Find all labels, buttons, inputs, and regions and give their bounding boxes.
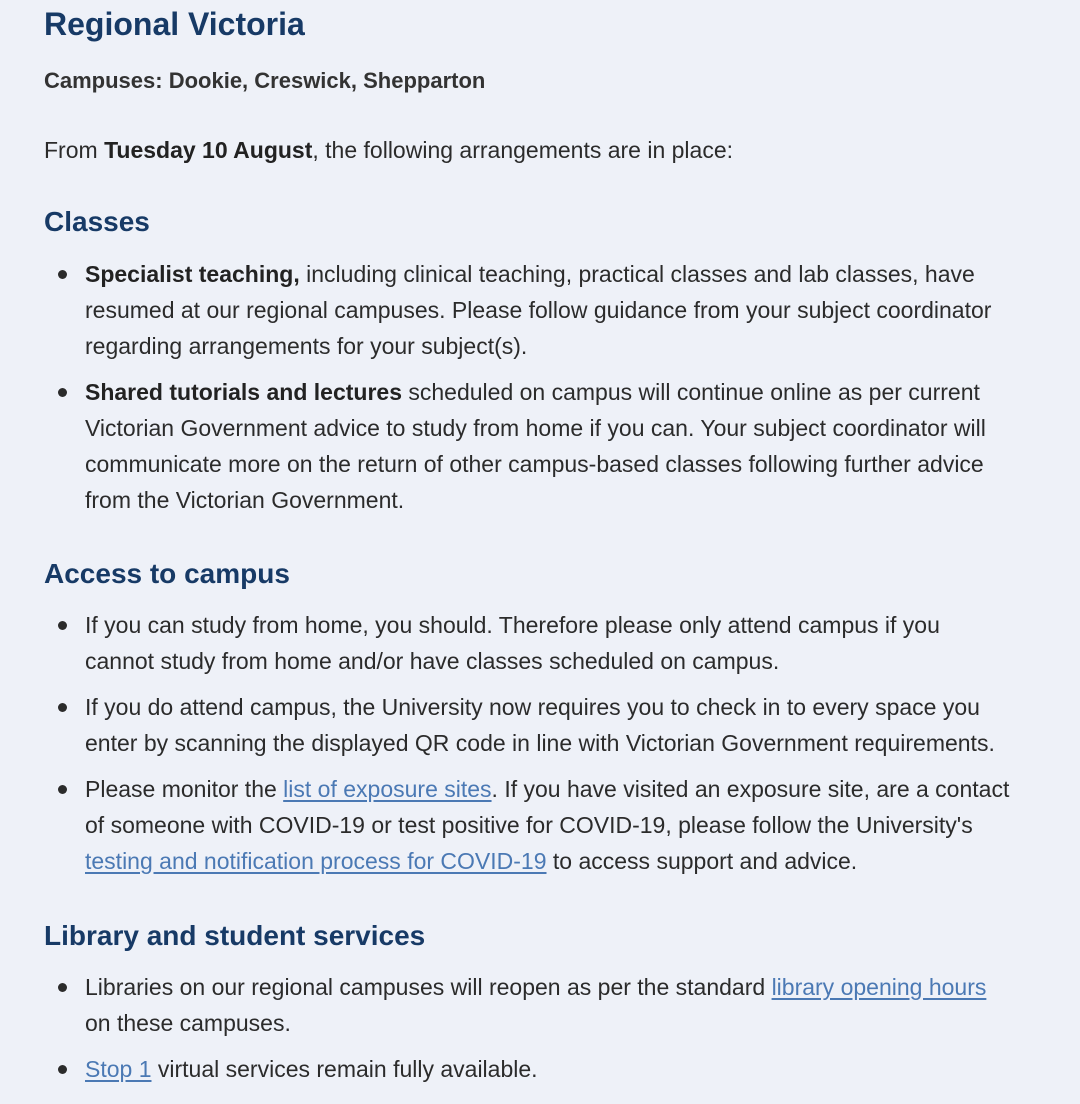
list-item-text: virtual services remain fully available. xyxy=(151,1056,538,1082)
intro-prefix: From xyxy=(44,137,105,163)
list-item-bold: Specialist teaching, xyxy=(85,261,300,287)
list-item xyxy=(44,256,1014,364)
section-heading-library: Library and student services xyxy=(44,920,426,951)
section-heading-access: Access to campus xyxy=(44,558,290,589)
list-item-text: Libraries on our regional campuses will reopen as per the standard xyxy=(85,974,772,1000)
list-item-text: Please monitor the xyxy=(85,776,284,802)
testing-notification-link[interactable]: testing and notification process for COVID-19 xyxy=(85,848,547,874)
list-item-text: including clinical teaching, practical classes and lab classes, have resumed at our regional campuses. Please follow guidance from your subject coordinator regarding arrangements for your subject(s). xyxy=(85,261,992,359)
list-item-text: . If you have visited an exposure site, are a contact of someone with COVID-19 or test positive for COVID-19, please follow the University's xyxy=(85,776,1010,838)
stop-1-link[interactable]: Stop 1 xyxy=(85,1056,152,1082)
list-item xyxy=(44,607,1014,679)
library-list xyxy=(44,969,1014,1097)
list-item xyxy=(44,689,1014,761)
library-opening-hours-link[interactable]: library opening hours xyxy=(771,974,987,1000)
list-item xyxy=(44,374,1014,518)
list-item-bold: Shared tutorials and lectures xyxy=(85,379,402,405)
list-item xyxy=(44,1051,1014,1087)
section-heading-classes: Classes xyxy=(44,206,150,237)
page-title: Regional Victoria xyxy=(44,6,305,42)
intro-suffix: , the following arrangements are in place: xyxy=(312,137,734,163)
list-item xyxy=(44,771,1014,879)
access-list xyxy=(44,607,1014,889)
list-item-text: If you can study from home, you should. Therefore please only attend campus if you cannot study from home and/or have classes scheduled on campus. xyxy=(85,612,940,674)
intro-paragraph xyxy=(44,134,733,166)
list-item-text: on these campuses. xyxy=(85,1010,291,1036)
list-item-text: scheduled on campus will continue online as per current Victorian Government advice to study from home if you can. Your subject coordinator will communicate more on the return of other campus-based classes following further advice from the Victorian Government. xyxy=(85,379,986,513)
list-item-text: to access support and advice. xyxy=(546,848,858,874)
intro-date: Tuesday 10 August xyxy=(104,137,313,163)
exposure-sites-link[interactable]: list of exposure sites xyxy=(283,776,492,802)
campuses-list: Campuses: Dookie, Creswick, Shepparton xyxy=(44,68,486,93)
list-item xyxy=(44,969,1014,1041)
list-item-text: If you do attend campus, the University now requires you to check in to every space you enter by scanning the displayed QR code in line with Victorian Government requirements. xyxy=(85,694,995,756)
classes-list xyxy=(44,256,1014,528)
